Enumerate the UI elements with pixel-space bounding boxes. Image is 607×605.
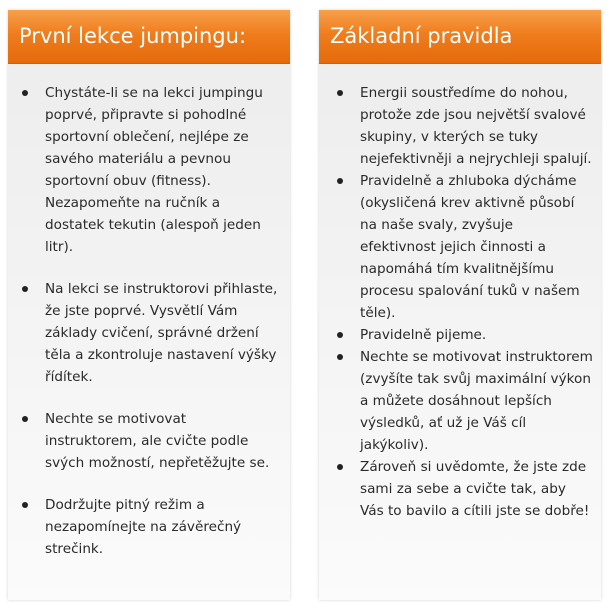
bullet-icon: [22, 416, 28, 422]
list-item: Energii soustředíme do nohou, protože zde jsou největší svalové skupiny, v kterých se tuky nejefektivněji a nejrychleji spalují.: [337, 82, 593, 170]
bullet-icon: [337, 464, 343, 470]
bullet-icon: [22, 286, 28, 292]
bullet-icon: [337, 354, 343, 360]
bullet-icon: [337, 178, 343, 184]
list-item: Zároveň si uvědomte, že jste zde sami za sebe a cvičte tak, aby Vás to bavilo a cítili jste se dobře!: [337, 456, 593, 522]
list-item: Pravidelně a zhluboka dýcháme (okysličená krev aktivně působí na naše svaly, zvyšuje efektivnost jejich činnosti a napomáhá tím kvalitnějšímu procesu spalování tuků v našem těle).: [337, 170, 593, 324]
bullet-icon: [337, 332, 343, 338]
list-item: Chystáte-li se na lekci jumpingu poprvé, připravte si pohodlné sportovní oblečení, nejlépe ze savého materiálu a pevnou sportovní obuv (fitness). Nezapomeňte na ručník a dostatek tekutin (alespoň jeden litr).: [22, 82, 280, 258]
bullet-icon: [337, 90, 343, 96]
list-item: Na lekci se instruktorovi přihlaste, že jste poprvé. Vysvětlí Vám základy cvičení, správné držení těla a zkontroluje nastavení výšky řídítek.: [22, 278, 280, 388]
basic-rules-list: [319, 64, 601, 522]
basic-rules-panel: [319, 10, 601, 600]
list-item: Nechte se motivovat instruktorem (zvyšíte tak svůj maximální výkon a můžete dosáhnout lepších výsledků, ať už je Váš cíl jakýkoliv).: [337, 346, 593, 456]
bullet-icon: [22, 90, 28, 96]
list-item: Dodržujte pitný režim a nezapomínejte na závěrečný strečink.: [22, 494, 280, 560]
first-lesson-list: [8, 64, 290, 560]
first-lesson-title: První lekce jumpingu:: [8, 10, 290, 64]
first-lesson-panel: [8, 10, 290, 600]
basic-rules-title: Základní pravidla: [319, 10, 601, 64]
list-item: Nechte se motivovat instruktorem, ale cvičte podle svých možností, nepřetěžujte se.: [22, 408, 280, 474]
bullet-icon: [22, 502, 28, 508]
list-item: Pravidelně pijeme.: [337, 324, 593, 346]
